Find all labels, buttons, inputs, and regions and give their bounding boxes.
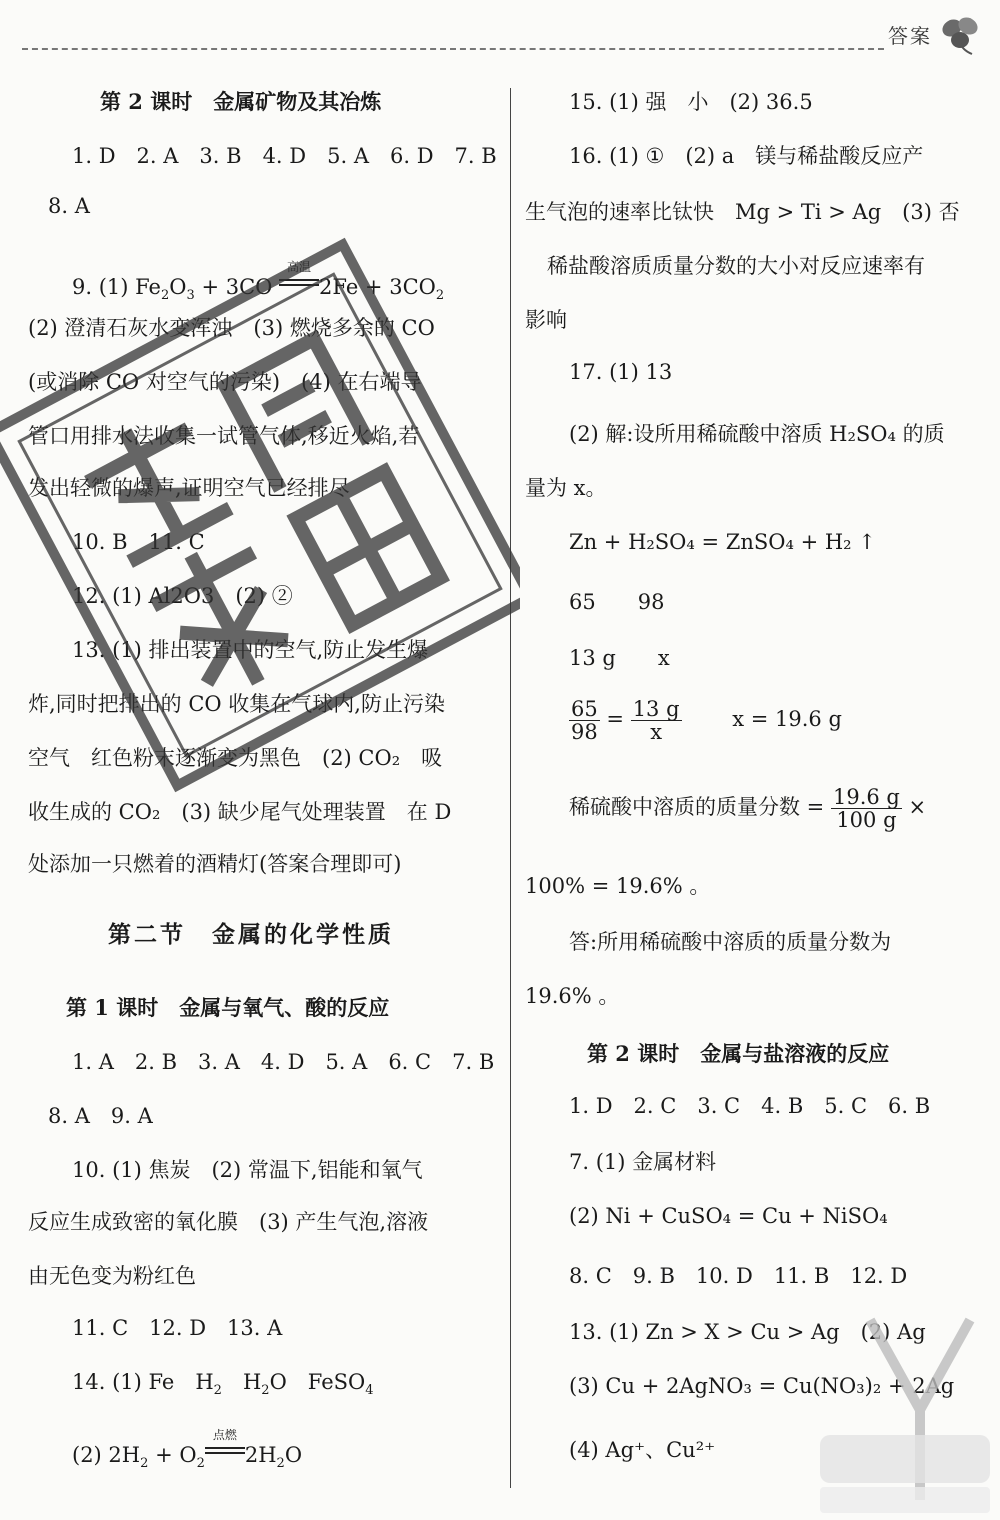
q14-text: 14. (1) Fe H [72,1370,214,1394]
fraction-numerator: 19.6 g [832,785,900,809]
fraction-numerator: 13 g [632,697,680,721]
q13-line-1: 13. (1) 排出装置中的空气,防止发生爆 [72,638,429,662]
molar-masses: 65 98 [569,590,665,614]
mass-fraction [831,786,902,831]
q9-sub: 3 [186,288,195,304]
fraction-denominator: x [650,720,663,745]
q9-condition-text: 高温 [287,260,312,274]
q15: 15. (1) 强 小 (2) 36.5 [569,90,813,114]
lesson2-title: 第 2 课时 金属矿物及其冶炼 [100,89,382,114]
q9-line-5: 发出轻微的爆声,证明空气已经排尽 [28,476,350,500]
site-watermark [810,1300,1000,1520]
q7-part2: (2) Ni + CuSO₄ = Cu + NiSO₄ [569,1204,888,1228]
fraction-denominator: 98 [571,720,598,745]
q9-sub: 2 [160,288,170,304]
q16-line-1: 16. (1) ① (2) a 镁与稀盐酸反应产 [569,144,924,168]
times-sign: × [908,795,927,820]
q16-line-2: 生气泡的速率比钛快 Mg > Ti > Ag (3) 否 [525,200,960,224]
q14-text: O [284,1443,303,1467]
q9-text: O [169,275,187,299]
stamp-watermark [0,235,520,795]
lesson2-salt-title: 第 2 课时 金属与盐溶液的反应 [587,1041,890,1066]
fraction-numerator: 65 [571,697,598,721]
q9-sub: 2 [435,288,445,304]
q7-part1: 7. (1) 金属材料 [569,1150,717,1174]
known-values: 13 g x [569,646,670,670]
lesson1-title: 第 1 课时 金属与氧气、酸的反应 [66,995,390,1020]
clover-icon [932,12,988,56]
q9-line-4: 管口用排水法收集一试管气体,移近火焰,若 [28,424,420,448]
q12: 12. (1) Al2O3 (2) ② [72,584,293,608]
proportion: $\frac{65}{98}$ = $\frac{13 g}{x}$ x = 19.6 g [571,697,842,745]
q10-line-3: 由无色变为粉红色 [28,1264,196,1288]
q13-line-4: 收生成的 CO₂ (3) 缺少尾气处理装置 在 D [28,800,452,824]
answers-line-2: 8. A [48,194,90,218]
section-title: 第二节 金属的化学性质 [108,921,394,948]
q14-text: (2) 2H [72,1443,141,1467]
q9-line-3: (或消除 CO 对空气的污染) (4) 在右端导 [28,370,422,394]
q17-part1: 17. (1) 13 [569,360,673,384]
q14-sub: 2 [276,1456,285,1472]
q14-condition [205,1426,245,1457]
s2-answers-2: 8. A 9. A [48,1104,153,1128]
q9-text: + 3CO [194,275,280,299]
equals-bar [205,1447,245,1454]
mass-fraction-label: 稀硫酸中溶质的质量分数 = [569,795,825,820]
q14-text: + O [148,1443,197,1467]
answer-line-1: 答:所用稀硫酸中溶质的质量分数为 [569,930,892,954]
q10-q11: 10. B 11. C [72,530,205,554]
reaction-equation: Zn + H₂SO₄ = ZnSO₄ + H₂ ↑ [569,530,876,554]
q13-line-3: 空气 红色粉末逐渐变为黑色 (2) CO₂ 吸 [28,746,443,770]
answers-line-1: 1. D 2. A 3. B 4. D 5. A 6. D 7. B [72,144,497,168]
q11-q13: 11. C 12. D 13. A [72,1316,283,1340]
q17-part2-line1: (2) 解:设所用稀硫酸中溶质 H₂SO₄ 的质 [569,422,945,446]
mass-fraction-line [569,786,926,831]
fraction-right [631,698,682,743]
q16-line-4: 影响 [525,308,567,332]
q13-part1-2: 13. (1) Zn > X > Cu > Ag (2) Ag [569,1320,926,1344]
fraction-left [569,698,600,743]
q17-part2-line2: 量为 x。 [525,476,607,500]
q14-text: 2H [244,1443,277,1467]
q14-sub: 2 [261,1383,270,1399]
q14-text: O FeSO [269,1370,366,1394]
solution-x: x = 19.6 g [732,707,842,732]
q13-part4: (4) Ag⁺、Cu²⁺ [569,1438,716,1462]
q10-line-1: 10. (1) 焦炭 (2) 常温下,铝能和氧气 [72,1158,423,1182]
q14-text: H [221,1370,262,1394]
q10-line-2: 反应生成致密的氧化膜 (3) 产生气泡,溶液 [28,1210,429,1234]
q14-sub: 2 [213,1383,222,1399]
salt-answers-1: 1. D 2. C 3. C 4. B 5. C 6. B [569,1094,931,1118]
salt-answers-2: 8. C 9. B 10. D 11. B 12. D [569,1264,908,1288]
q14-sub: 2 [196,1456,205,1472]
q13-part3: (3) Cu + 2AgNO₃ = Cu(NO₃)₂ + 2Ag [569,1374,955,1398]
q14-sub: 2 [140,1456,149,1472]
q16-line-3: 稀盐酸溶质质量分数的大小对反应速率有 [547,254,925,278]
q14-line-1 [72,1366,374,1398]
q14-condition-text: 点燃 [212,1428,237,1442]
s2-answers-1: 1. A 2. B 3. A 4. D 5. A 6. C 7. B [72,1050,495,1074]
q14-line-2 [72,1426,302,1471]
q14-sub: 4 [365,1383,374,1399]
header-dashed-rule [22,48,884,50]
answer-line-2: 19.6% 。 [525,984,620,1008]
q13-line-5: 处添加一只燃着的酒精灯(答案合理即可) [28,852,402,876]
q13-line-2: 炸,同时把排出的 CO 收集在气球内,防止污染 [28,692,445,716]
q9-line-2: (2) 澄清石灰水变浑浊 (3) 燃烧多余的 CO [28,316,435,340]
q9-text: 9. (1) Fe [72,275,161,299]
mass-fraction-result: 100% = 19.6% 。 [525,874,711,898]
fraction-denominator: 100 g [836,808,897,833]
q9-text: 2Fe + 3CO [319,275,436,299]
header-answer-label: 答案 [888,24,932,48]
